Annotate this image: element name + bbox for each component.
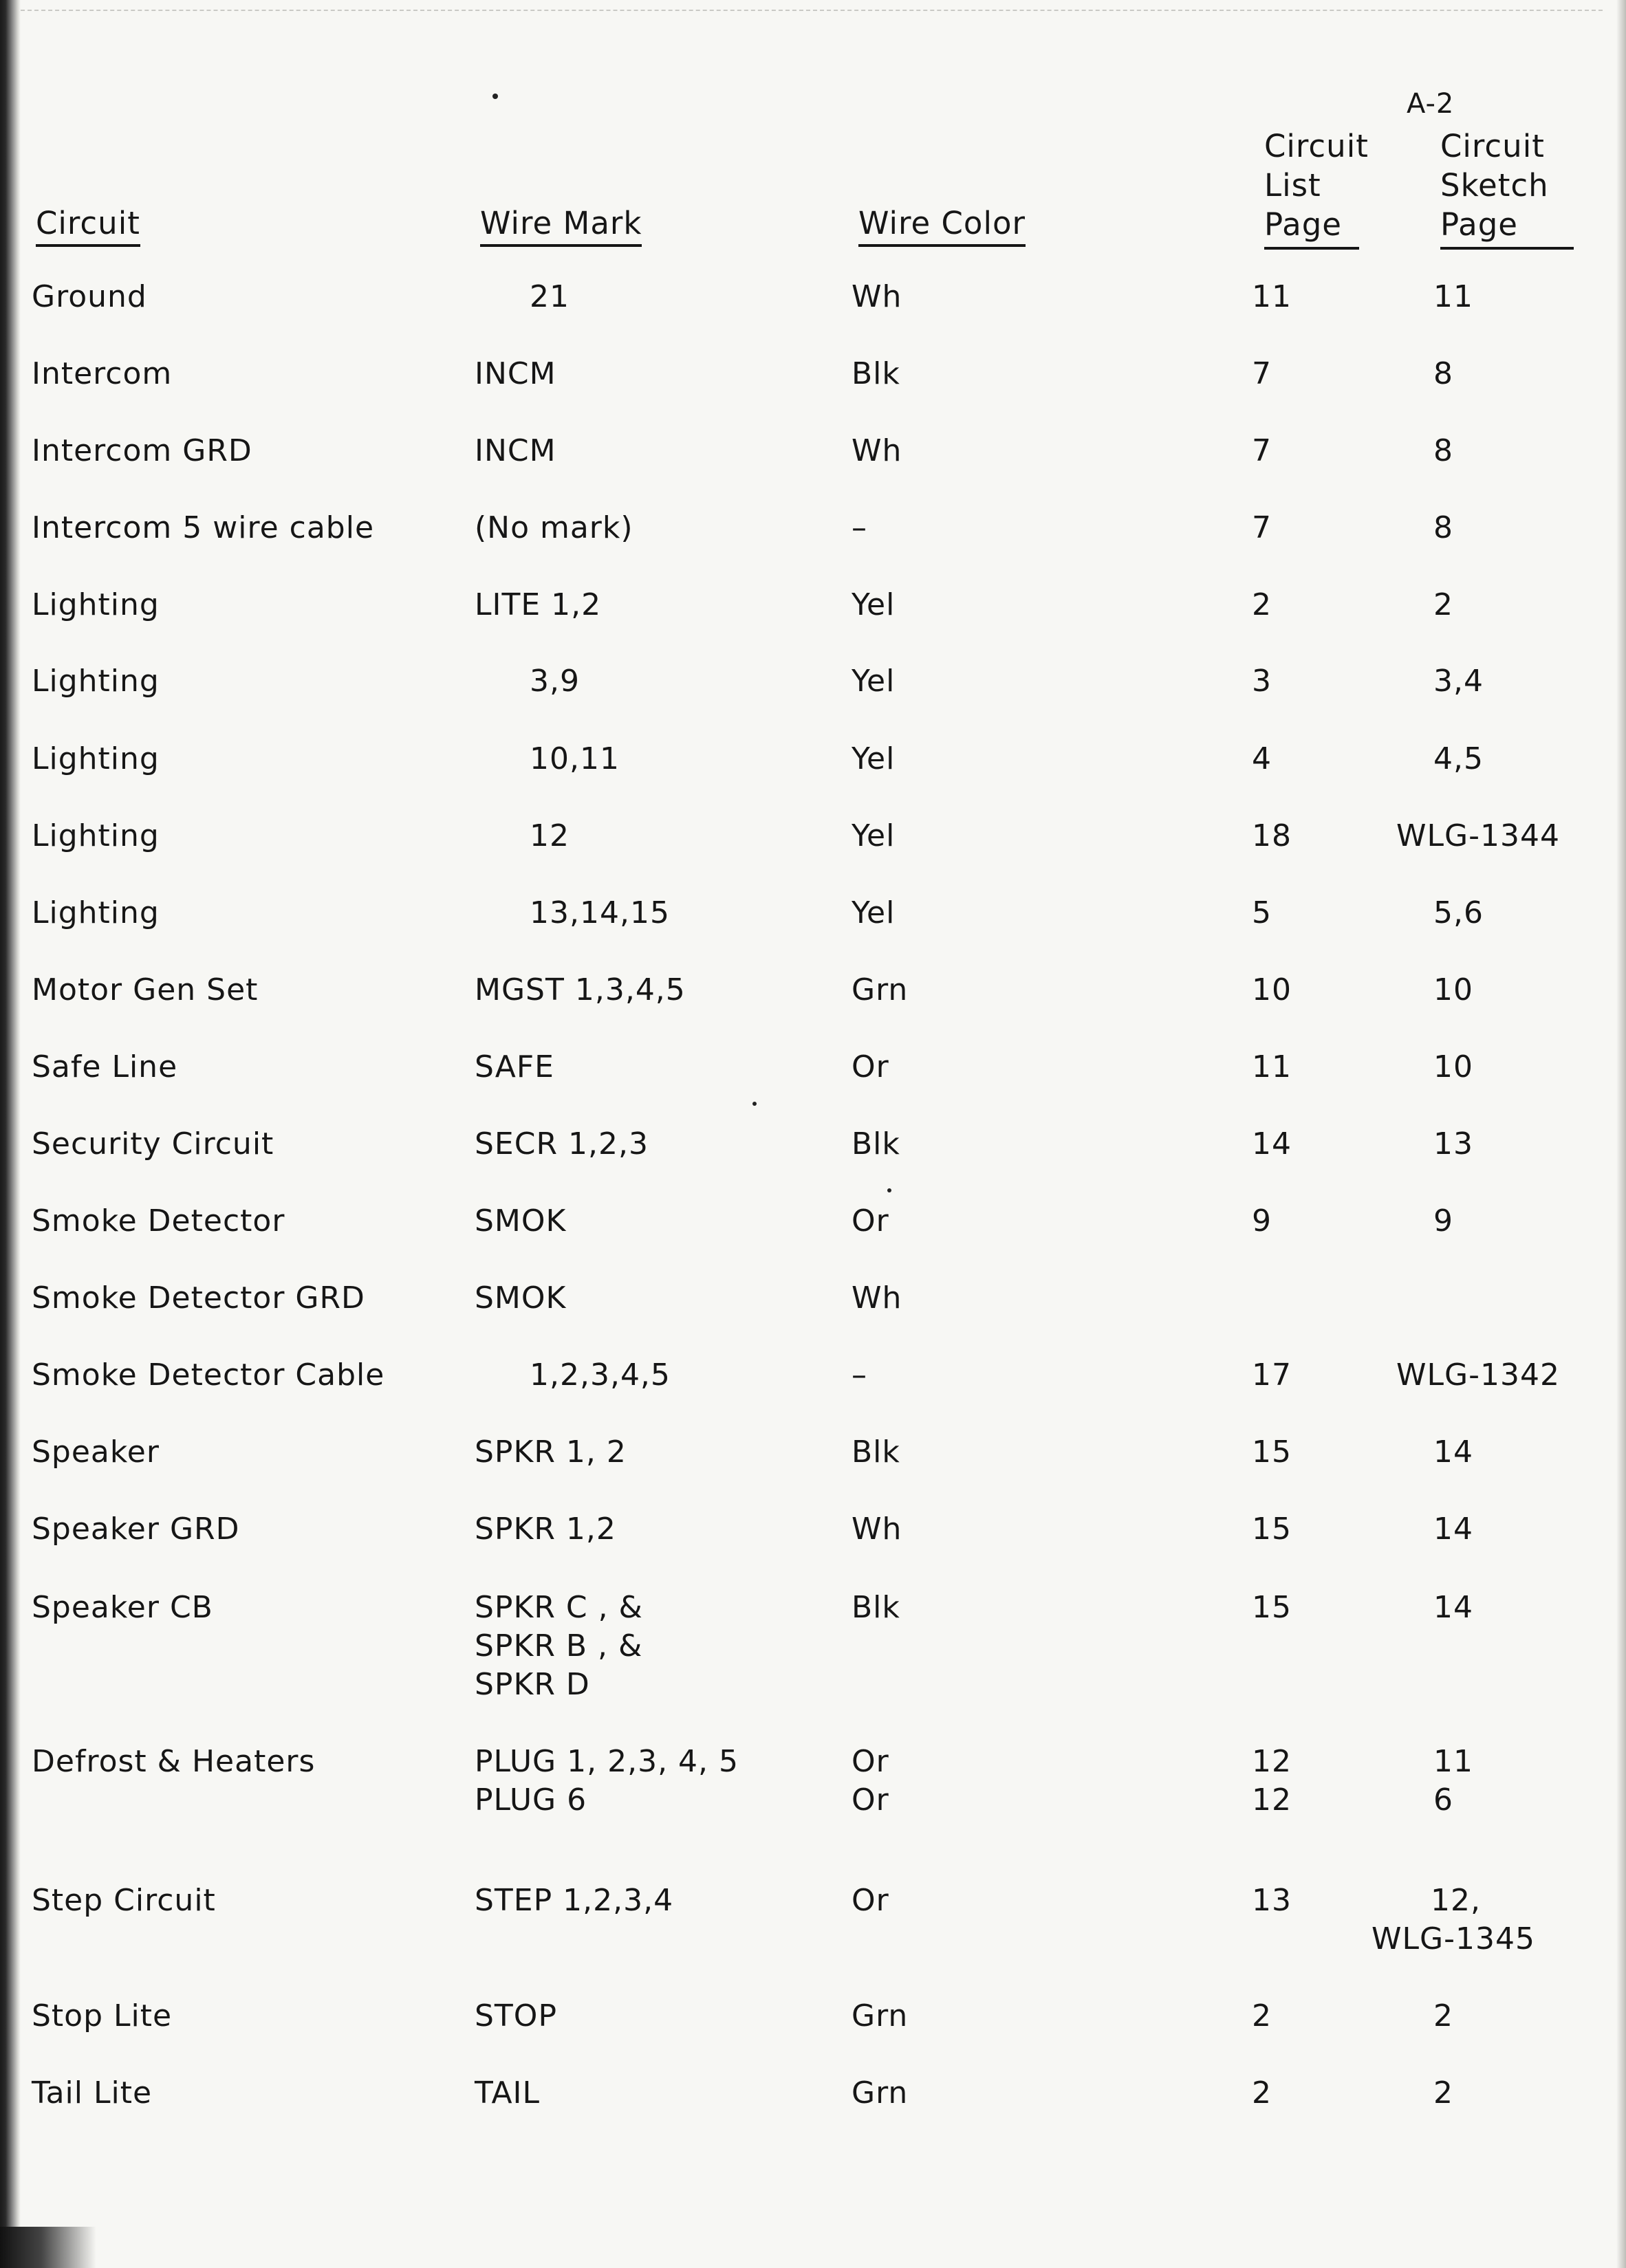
- cell-circuit: [32, 817, 160, 855]
- cell-line: Speaker CB: [32, 1590, 213, 1625]
- cell-wire-color: [852, 1882, 889, 1920]
- cell-list-page: [1252, 1356, 1292, 1395]
- cell-list-page: [1252, 817, 1292, 855]
- cell-line: Wh: [852, 1512, 902, 1547]
- cell-line: Speaker: [32, 1435, 160, 1470]
- cell-wire-mark: [475, 1997, 557, 2036]
- cell-line: Yel: [852, 741, 896, 776]
- cell-line: 10: [1433, 972, 1473, 1007]
- cell-wire-mark: [475, 1510, 616, 1549]
- cell-line: Or: [852, 1203, 889, 1239]
- cell-line: 3,4: [1433, 664, 1484, 699]
- cell-line: Stop Lite: [32, 1998, 173, 2033]
- cell-sketch-page: [1433, 740, 1484, 778]
- cell-list-page: [1252, 1589, 1292, 1627]
- cell-list-page: [1252, 586, 1272, 624]
- cell-list-page: [1252, 355, 1272, 393]
- cell-wire-color: [852, 1125, 900, 1164]
- cell-list-page: [1252, 1433, 1292, 1472]
- cell-circuit: [32, 355, 172, 393]
- cell-wire-mark: [530, 278, 570, 316]
- cell-circuit: [32, 1202, 285, 1241]
- cell-line: 12: [530, 818, 570, 853]
- cell-line: 12: [1252, 1782, 1292, 1818]
- cell-line: Wh: [852, 1280, 902, 1316]
- cell-wire-mark: [475, 432, 556, 470]
- cell-line: 11: [1433, 279, 1473, 314]
- cell-wire-color: [852, 432, 902, 470]
- cell-line: 15: [1252, 1435, 1292, 1470]
- cell-sketch-page: [1433, 971, 1473, 1010]
- cell-line: (No mark): [475, 510, 633, 545]
- cell-line: 13,14,15: [530, 895, 670, 930]
- cell-wire-color: [852, 278, 902, 316]
- cell-circuit: [32, 1125, 274, 1164]
- cell-line: WLG-1344: [1396, 818, 1560, 853]
- cell-list-page: [1252, 509, 1272, 547]
- cell-line: 10,11: [530, 741, 620, 776]
- cell-list-page: [1252, 740, 1272, 778]
- cell-sketch-page: [1433, 1997, 1453, 2036]
- cell-line: 15: [1252, 1590, 1292, 1625]
- cell-wire-mark: [530, 894, 670, 933]
- cell-list-page: [1252, 1997, 1272, 2036]
- cell-line: 1,2,3,4,5: [530, 1357, 671, 1393]
- cell-wire-color: [852, 1279, 902, 1318]
- cell-wire-color: [852, 1743, 889, 1820]
- cell-sketch-page: [1433, 1125, 1473, 1164]
- cell-line: Grn: [852, 1998, 909, 2033]
- cell-line: 11: [1433, 1744, 1473, 1779]
- cell-wire-mark: [530, 662, 580, 701]
- cell-wire-color: [852, 1589, 900, 1627]
- cell-line: 5: [1252, 895, 1272, 930]
- cell-circuit: [32, 1279, 365, 1318]
- cell-circuit: [32, 432, 252, 470]
- cell-line: SPKR B , &: [475, 1628, 643, 1664]
- cell-line: SPKR 1,2: [475, 1512, 616, 1547]
- cell-circuit: [32, 1589, 213, 1627]
- cell-line: 15: [1252, 1512, 1292, 1547]
- cell-line: Defrost & Heaters: [32, 1744, 316, 1779]
- cell-circuit: [32, 894, 160, 933]
- cell-line: Or: [852, 1782, 889, 1818]
- cell-line: 13: [1433, 1126, 1473, 1162]
- cell-sketch-page: [1433, 1510, 1473, 1549]
- cell-line: Or: [852, 1883, 889, 1918]
- cell-line: 5,6: [1433, 895, 1484, 930]
- cell-circuit: [32, 662, 160, 701]
- cell-wire-mark: [530, 817, 570, 855]
- scan-speck: [752, 1102, 757, 1106]
- cell-circuit: [32, 1997, 172, 2036]
- cell-line: Intercom 5 wire cable: [32, 510, 375, 545]
- scan-top-border: [21, 10, 1603, 11]
- cell-sketch-page: [1433, 894, 1484, 933]
- cell-wire-color: [852, 355, 900, 393]
- cell-line: INCM: [475, 433, 556, 468]
- page-identifier: A-2: [1407, 88, 1455, 120]
- cell-wire-color: [852, 2074, 908, 2113]
- cell-circuit: [32, 740, 160, 778]
- cell-line: SECR 1,2,3: [475, 1126, 649, 1162]
- cell-wire-mark: [475, 1743, 739, 1820]
- cell-line: 13: [1252, 1883, 1292, 1918]
- cell-list-page: [1252, 2074, 1272, 2113]
- cell-wire-color: [852, 1048, 889, 1087]
- cell-wire-color: [852, 1356, 867, 1395]
- cell-circuit: [32, 1510, 240, 1549]
- cell-line: Wh: [852, 433, 902, 468]
- cell-line: 14: [1252, 1126, 1292, 1162]
- cell-line: 3,9: [530, 664, 580, 699]
- cell-line: Or: [852, 1744, 889, 1779]
- cell-line: PLUG 6: [475, 1782, 587, 1818]
- cell-line: Ground: [32, 279, 147, 314]
- cell-sketch-page: [1433, 662, 1484, 701]
- cell-line: Yel: [852, 664, 896, 699]
- cell-line: 12: [1252, 1744, 1292, 1779]
- cell-wire-mark: [530, 740, 620, 778]
- cell-line: 14: [1433, 1435, 1473, 1470]
- scan-speck: [887, 1188, 891, 1192]
- cell-wire-color: [852, 1997, 908, 2036]
- header-circuit-sketch-page: Circuit Sketch Page: [1440, 127, 1574, 250]
- cell-circuit: [32, 1356, 384, 1395]
- cell-sketch-page: [1433, 1202, 1453, 1241]
- cell-line: –: [852, 510, 867, 545]
- cell-sketch-page: [1433, 1433, 1473, 1472]
- cell-circuit: [32, 971, 258, 1010]
- cell-line: 2: [1433, 1998, 1453, 2033]
- cell-line: INCM: [475, 356, 556, 391]
- cell-wire-color: [852, 894, 895, 933]
- cell-wire-color: [852, 817, 895, 855]
- cell-wire-mark: [475, 1433, 627, 1472]
- cell-circuit: [32, 2074, 152, 2113]
- cell-line: Or: [852, 1049, 889, 1084]
- cell-line: 7: [1252, 510, 1272, 545]
- cell-sketch-page: [1396, 1356, 1560, 1395]
- cell-wire-mark: [475, 1048, 554, 1087]
- cell-sketch-page: [1433, 2074, 1453, 2113]
- cell-line: 2: [1252, 1998, 1272, 2033]
- cell-circuit: [32, 1048, 177, 1087]
- cell-line: SPKR D: [475, 1667, 590, 1702]
- cell-wire-mark: [475, 355, 556, 393]
- cell-line: 11: [1252, 1049, 1292, 1084]
- cell-list-page: [1252, 971, 1292, 1010]
- cell-wire-mark: [475, 586, 601, 624]
- cell-line: 9: [1252, 1203, 1272, 1239]
- cell-line: Yel: [852, 818, 896, 853]
- cell-line: Lighting: [32, 818, 160, 853]
- cell-line: 14: [1433, 1590, 1473, 1625]
- cell-line: Yel: [852, 895, 896, 930]
- scanned-page-left-edge: [0, 0, 21, 2268]
- cell-wire-mark: [475, 1882, 673, 1920]
- cell-list-page: [1252, 662, 1272, 701]
- cell-circuit: [32, 509, 374, 547]
- cell-line: SMOK: [475, 1280, 567, 1316]
- cell-sketch-page: [1433, 278, 1473, 316]
- cell-line: 7: [1252, 433, 1272, 468]
- cell-line: WLG-1342: [1396, 1357, 1560, 1393]
- cell-wire-mark: [475, 1202, 566, 1241]
- cell-line: Lighting: [32, 741, 160, 776]
- cell-wire-mark: [475, 1279, 566, 1318]
- cell-wire-color: [852, 971, 908, 1010]
- cell-circuit: [32, 586, 160, 624]
- cell-line: STOP: [475, 1998, 557, 2033]
- cell-line: LITE 1,2: [475, 587, 602, 622]
- cell-line: Smoke Detector Cable: [32, 1357, 385, 1393]
- cell-list-page: [1252, 432, 1272, 470]
- cell-line: 10: [1433, 1049, 1473, 1084]
- cell-wire-color: [852, 740, 895, 778]
- cell-list-page: [1252, 1125, 1292, 1164]
- cell-line: 12,: [1431, 1883, 1481, 1918]
- scan-speck: [492, 94, 498, 99]
- cell-sketch-page: [1372, 1882, 1535, 1959]
- cell-line: Step Circuit: [32, 1883, 216, 1918]
- cell-list-page: [1252, 1048, 1292, 1087]
- cell-line: Lighting: [32, 664, 160, 699]
- cell-line: Intercom: [32, 356, 173, 391]
- cell-wire-color: [852, 586, 895, 624]
- cell-wire-mark: [475, 509, 633, 547]
- cell-line: Security Circuit: [32, 1126, 274, 1162]
- cell-line: 8: [1433, 433, 1453, 468]
- cell-wire-mark: [475, 1125, 649, 1164]
- cell-wire-color: [852, 662, 895, 701]
- cell-line: Grn: [852, 2075, 909, 2111]
- cell-list-page: [1252, 1743, 1292, 1820]
- cell-line: 18: [1252, 818, 1292, 853]
- cell-sketch-page: [1433, 355, 1453, 393]
- cell-line: 21: [530, 279, 570, 314]
- cell-line: 10: [1252, 972, 1292, 1007]
- cell-list-page: [1252, 1202, 1272, 1241]
- cell-line: 8: [1433, 356, 1453, 391]
- header-circuit: Circuit: [36, 204, 140, 247]
- cell-sketch-page: [1433, 586, 1453, 624]
- cell-line: SMOK: [475, 1203, 567, 1239]
- cell-list-page: [1252, 1882, 1292, 1920]
- cell-list-page: [1252, 278, 1292, 316]
- cell-line: 4,5: [1433, 741, 1484, 776]
- cell-line: Grn: [852, 972, 909, 1007]
- cell-wire-color: [852, 1202, 889, 1241]
- header-circuit-list-page: Circuit List Page: [1264, 127, 1359, 250]
- cell-line: –: [852, 1357, 867, 1393]
- cell-line: 9: [1433, 1203, 1453, 1239]
- cell-list-page: [1252, 894, 1272, 933]
- cell-line: Yel: [852, 587, 896, 622]
- cell-line: 4: [1252, 741, 1272, 776]
- cell-wire-color: [852, 509, 867, 547]
- cell-line: Blk: [852, 356, 900, 391]
- cell-wire-mark: [475, 2074, 540, 2113]
- scanned-page-corner-shadow: [0, 2227, 96, 2268]
- cell-sketch-page: [1433, 1589, 1473, 1627]
- cell-line: WLG-1345: [1372, 1921, 1535, 1956]
- cell-circuit: [32, 1743, 315, 1781]
- cell-line: PLUG 1, 2,3, 4, 5: [475, 1744, 739, 1779]
- cell-line: Tail Lite: [32, 2075, 153, 2111]
- cell-wire-color: [852, 1433, 900, 1472]
- cell-line: 17: [1252, 1357, 1292, 1393]
- cell-line: Blk: [852, 1126, 900, 1162]
- cell-sketch-page: [1433, 1743, 1473, 1820]
- cell-line: Safe Line: [32, 1049, 178, 1084]
- cell-list-page: [1252, 1510, 1292, 1549]
- cell-circuit: [32, 1433, 160, 1472]
- cell-line: SPKR 1, 2: [475, 1435, 627, 1470]
- cell-wire-mark: [475, 1589, 643, 1704]
- cell-line: Lighting: [32, 895, 160, 930]
- cell-wire-color: [852, 1510, 902, 1549]
- cell-line: Blk: [852, 1435, 900, 1470]
- cell-line: 2: [1252, 587, 1272, 622]
- cell-line: SAFE: [475, 1049, 554, 1084]
- cell-line: 14: [1433, 1512, 1473, 1547]
- cell-line: Motor Gen Set: [32, 972, 259, 1007]
- cell-line: STEP 1,2,3,4: [475, 1883, 674, 1918]
- cell-line: MGST 1,3,4,5: [475, 972, 686, 1007]
- cell-sketch-page: [1433, 509, 1453, 547]
- cell-sketch-page: [1433, 1048, 1473, 1087]
- cell-line: 2: [1433, 2075, 1453, 2111]
- cell-sketch-page: [1396, 817, 1560, 855]
- cell-line: 11: [1252, 279, 1292, 314]
- cell-wire-mark: [475, 971, 686, 1010]
- cell-line: 7: [1252, 356, 1272, 391]
- cell-circuit: [32, 1882, 216, 1920]
- cell-line: 2: [1252, 2075, 1272, 2111]
- cell-line: Intercom GRD: [32, 433, 252, 468]
- cell-line: Smoke Detector GRD: [32, 1280, 365, 1316]
- header-wire-color: Wire Color: [858, 204, 1026, 247]
- cell-line: 3: [1252, 664, 1272, 699]
- cell-line: Blk: [852, 1590, 900, 1625]
- cell-line: Wh: [852, 279, 902, 314]
- cell-line: Smoke Detector: [32, 1203, 285, 1239]
- cell-line: TAIL: [475, 2075, 541, 2111]
- cell-line: 2: [1433, 587, 1453, 622]
- cell-line: 6: [1433, 1782, 1453, 1818]
- cell-wire-mark: [530, 1356, 671, 1395]
- cell-circuit: [32, 278, 147, 316]
- cell-sketch-page: [1433, 432, 1453, 470]
- scanned-page-right-edge: [1616, 0, 1626, 2268]
- cell-line: Speaker GRD: [32, 1512, 240, 1547]
- cell-line: 8: [1433, 510, 1453, 545]
- cell-line: SPKR C , &: [475, 1590, 643, 1625]
- header-wire-mark: Wire Mark: [480, 204, 642, 247]
- cell-line: Lighting: [32, 587, 160, 622]
